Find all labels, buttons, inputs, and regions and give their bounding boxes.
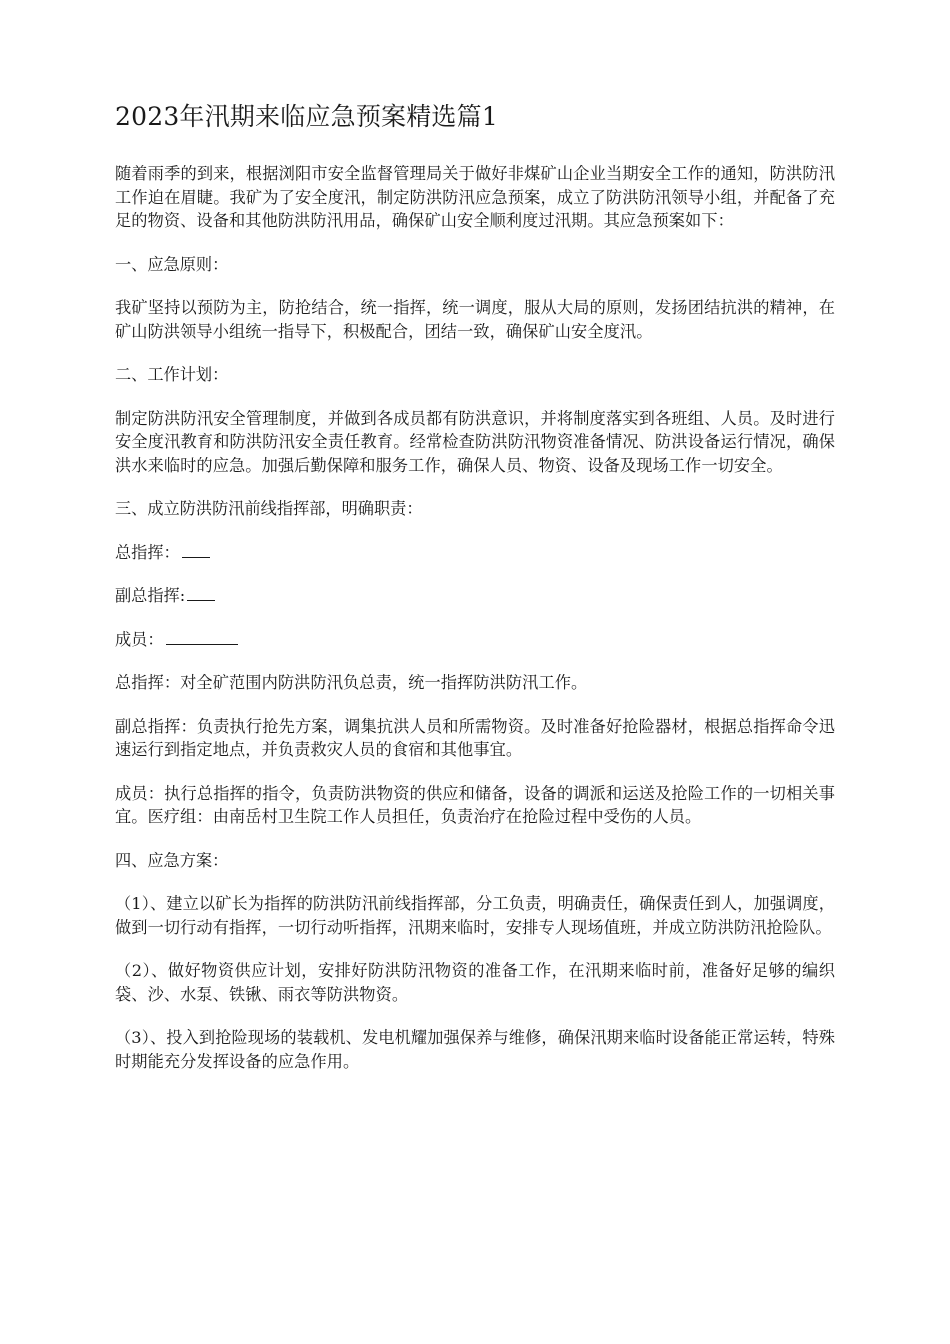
deputy-duty: 副总指挥：负责执行抢先方案，调集抗洪人员和所需物资。及时准备好抢险器材，根据总指挥命令迅速运行到指定地点，并负责救灾人员的食宿和其他事宜。 xyxy=(115,716,835,759)
commander-field xyxy=(115,541,835,565)
commander-duty: 总指挥：对全矿范围内防洪防汛负总责，统一指挥防洪防汛工作。 xyxy=(115,673,588,692)
document-title: 2023年汛期来临应急预案精选篇1 xyxy=(115,102,498,131)
plan-item-2: （2）、做好物资供应计划，安排好防洪防汛物资的准备工作，在汛期来临时前，准备好足够的编织袋、沙、水泵、铁锹、雨衣等防洪物资。 xyxy=(115,961,835,1004)
members-field-label: 成员： xyxy=(115,629,164,649)
commander-field-label: 总指挥： xyxy=(115,542,180,562)
document-page xyxy=(115,100,835,1093)
plan-item-1: （1）、建立以矿长为指挥的防洪防汛前线指挥部，分工负责，明确责任，确保责任到人，加强调度，做到一切行动有指挥，一切行动听指挥，汛期来临时，安排专人现场值班，并成立防洪防汛抢险队。 xyxy=(115,894,835,937)
section-2-body: 制定防洪防汛安全管理制度，并做到各成员都有防洪意识，并将制度落实到各班组、人员。及时进行安全度汛教育和防洪防汛安全责任教育。经常检查防洪防汛物资准备情况、防洪设备运行情况，确保洪水来临时的应急。加强后勤保障和服务工作，确保人员、物资、设备及现场工作一切安全。 xyxy=(115,408,835,475)
members-blank xyxy=(166,629,238,645)
commander-blank xyxy=(182,542,210,558)
members-field xyxy=(115,628,835,652)
deputy-field-label: 副总指挥: xyxy=(115,586,186,605)
plan-item-3: （3）、投入到抢险现场的装载机、发电机耀加强保养与维修，确保汛期来临时设备能正常运转，特殊时期能充分发挥设备的应急作用。 xyxy=(115,1028,835,1071)
deputy-field xyxy=(115,584,835,608)
section-3-heading: 三、成立防洪防汛前线指挥部，明确职责： xyxy=(115,499,423,518)
deputy-blank xyxy=(187,585,215,601)
section-1-heading: 一、应急原则： xyxy=(115,254,229,274)
section-2-heading: 二、工作计划： xyxy=(115,365,229,384)
members-duty: 成员：执行总指挥的指令，负责防洪物资的供应和储备，设备的调派和运送及抢险工作的一切相关事宜。医疗组：由南岳村卫生院工作人员担任，负责治疗在抢险过程中受伤的人员。 xyxy=(115,783,835,826)
intro-paragraph: 随着雨季的到来，根据浏阳市安全监督管理局关于做好非煤矿山企业当期安全工作的通知，防洪防汛工作迫在眉睫。我矿为了安全度汛，制定防洪防汛应急预案，成立了防洪防汛领导小组，并配备了充足的物资、设备和其他防洪防汛用品，确保矿山安全顺利度过汛期。其应急预案如下： xyxy=(115,164,835,230)
section-1-body: 我矿坚持以预防为主，防抢结合，统一指挥，统一调度，服从大局的原则，发扬团结抗洪的精神，在矿山防洪领导小组统一指导下，积极配合，团结一致，确保矿山安全度汛。 xyxy=(115,298,835,341)
section-4-heading: 四、应急方案： xyxy=(115,850,229,870)
